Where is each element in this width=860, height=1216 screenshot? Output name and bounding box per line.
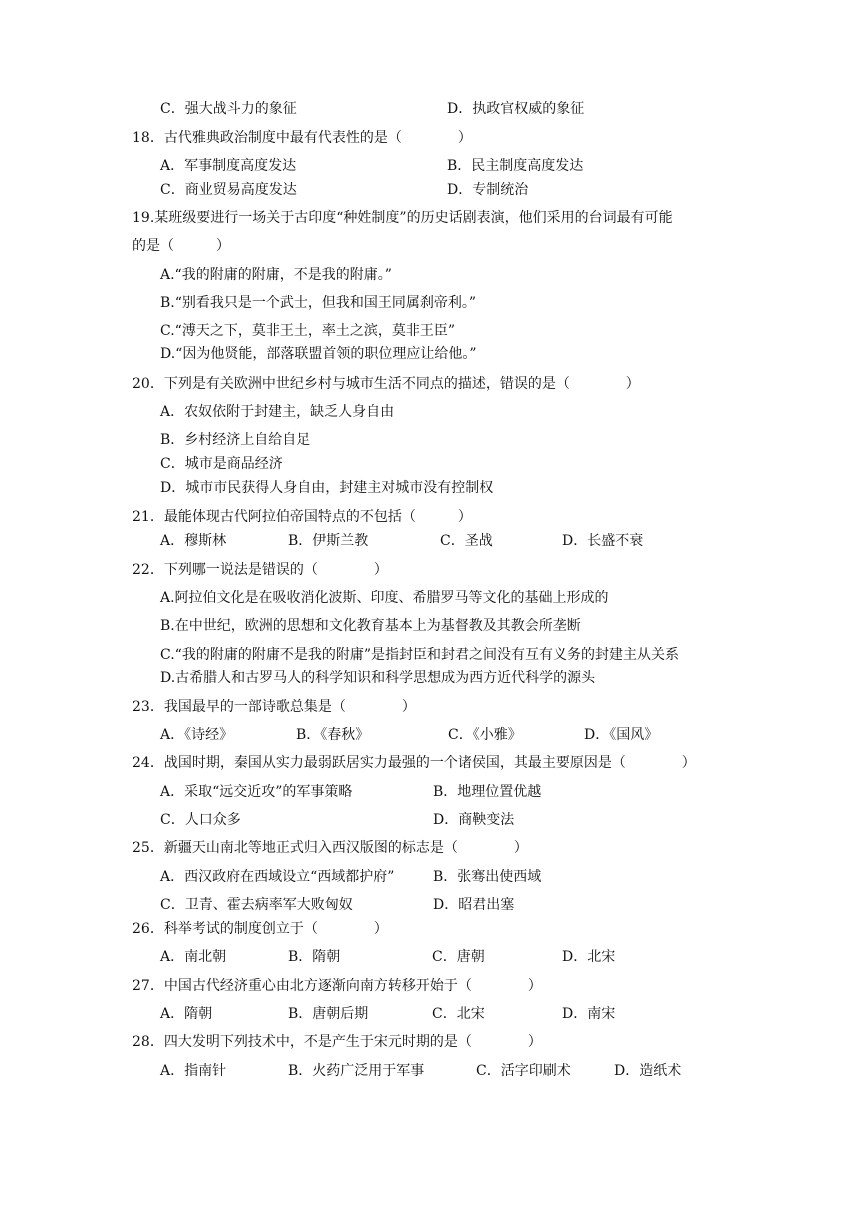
question-line: D.古希腊人和古罗马人的科学知识和科学思想成为西方近代科学的源头 bbox=[160, 670, 596, 686]
question-line: D．城市市民获得人身自由，封建主对城市没有控制权 bbox=[160, 480, 494, 496]
option-text: D．南宋 bbox=[562, 1006, 616, 1022]
question-line: A．西汉政府在西域设立“西域都护府” bbox=[160, 869, 395, 885]
question-line: B.在中世纪，欧洲的思想和文化教育基本上为基督教及其教会所垄断 bbox=[160, 618, 581, 634]
question-line: C．商业贸易高度发达 bbox=[160, 182, 297, 198]
question-line: 23．我国最早的一部诗歌总集是（ ） bbox=[132, 699, 416, 715]
option-text: B．火药广泛用于军事 bbox=[288, 1063, 425, 1079]
option-text: C．北宋 bbox=[432, 1006, 485, 1022]
question-line: 27．中国古代经济重心由北方逐渐向南方转移开始于（ ） bbox=[132, 978, 542, 994]
question-line: 26．科举考试的制度创立于（ ） bbox=[132, 921, 388, 937]
option-text: D．执政官权威的象征 bbox=[447, 101, 585, 117]
option-text: C．圣战 bbox=[440, 533, 493, 549]
question-line: 的是（ ） bbox=[132, 238, 230, 254]
option-text: B．隋朝 bbox=[288, 949, 341, 965]
option-text: D．北宋 bbox=[562, 949, 616, 965]
question-line: A．《诗经》 bbox=[160, 727, 234, 743]
question-line: 20．下列是有关欧洲中世纪乡村与城市生活不同点的描述，错误的是（ ） bbox=[132, 376, 640, 392]
question-line: C．人口众多 bbox=[160, 812, 241, 828]
option-text: C．唐朝 bbox=[432, 949, 485, 965]
option-text: B．《春秋》 bbox=[296, 727, 370, 743]
option-text: D．《国风》 bbox=[584, 727, 659, 743]
question-line: A．隋朝 bbox=[160, 1006, 213, 1022]
question-line: 25．新疆天山南北等地正式归入西汉版图的标志是（ ） bbox=[132, 840, 528, 856]
option-text: D．昭君出塞 bbox=[433, 897, 515, 913]
question-line: 28．四大发明下列技术中，不是产生于宋元时期的是（ ） bbox=[132, 1034, 542, 1050]
question-line: 22．下列哪一说法是错误的（ ） bbox=[132, 562, 388, 578]
question-line: A．指南针 bbox=[160, 1063, 227, 1079]
option-text: D．专制统治 bbox=[447, 182, 529, 198]
option-text: C．活字印刷术 bbox=[476, 1063, 571, 1079]
question-line: C.“我的附庸的附庸不是我的附庸”是指封臣和封君之间没有互有义务的封建主从关系 bbox=[160, 647, 679, 663]
question-line: A.“我的附庸的附庸，不是我的附庸。” bbox=[160, 267, 392, 283]
option-text: B．唐朝后期 bbox=[288, 1006, 369, 1022]
question-line: 21．最能体现古代阿拉伯帝国特点的不包括（ ） bbox=[132, 509, 472, 525]
option-text: D．长盛不衰 bbox=[562, 533, 644, 549]
question-line: A．穆斯林 bbox=[160, 533, 227, 549]
option-text: B．伊斯兰教 bbox=[288, 533, 369, 549]
question-line: A.阿拉伯文化是在吸收消化波斯、印度、希腊罗马等文化的基础上形成的 bbox=[160, 590, 609, 606]
option-text: B．民主制度高度发达 bbox=[447, 158, 584, 174]
option-text: B．张骞出使西域 bbox=[433, 869, 542, 885]
question-line: C．城市是商品经济 bbox=[160, 456, 283, 472]
question-line: A．农奴依附于封建主，缺乏人身自由 bbox=[160, 404, 395, 420]
question-line: B.“别看我只是一个武士，但我和国王同属刹帝利。” bbox=[160, 295, 477, 311]
option-text: C．《小雅》 bbox=[448, 727, 522, 743]
question-line: 24．战国时期，秦国从实力最弱跃居实力最强的一个诸侯国，其最主要原因是（ ） bbox=[132, 755, 696, 771]
question-line: 19.某班级要进行一场关于古印度“种姓制度”的历史话剧表演，他们采用的台词最有可能 bbox=[132, 210, 673, 226]
question-line: C.“溥天之下，莫非王土，率土之滨，莫非王臣” bbox=[160, 323, 455, 339]
question-line: C．强大战斗力的象征 bbox=[160, 101, 297, 117]
question-line: A．南北朝 bbox=[160, 949, 227, 965]
option-text: D．造纸术 bbox=[614, 1063, 682, 1079]
question-line: D.“因为他贤能，部落联盟首领的职位理应让给他。” bbox=[160, 346, 477, 362]
question-line: A．军事制度高度发达 bbox=[160, 158, 297, 174]
question-line: C．卫青、霍去病率军大败匈奴 bbox=[160, 897, 353, 913]
question-line: A．采取“远交近攻”的军事策略 bbox=[160, 784, 353, 800]
option-text: D．商鞅变法 bbox=[433, 812, 515, 828]
option-text: B．地理位置优越 bbox=[433, 784, 542, 800]
question-line: 18．古代雅典政治制度中最有代表性的是（ ） bbox=[132, 130, 472, 146]
question-line: B．乡村经济上自给自足 bbox=[160, 432, 311, 448]
